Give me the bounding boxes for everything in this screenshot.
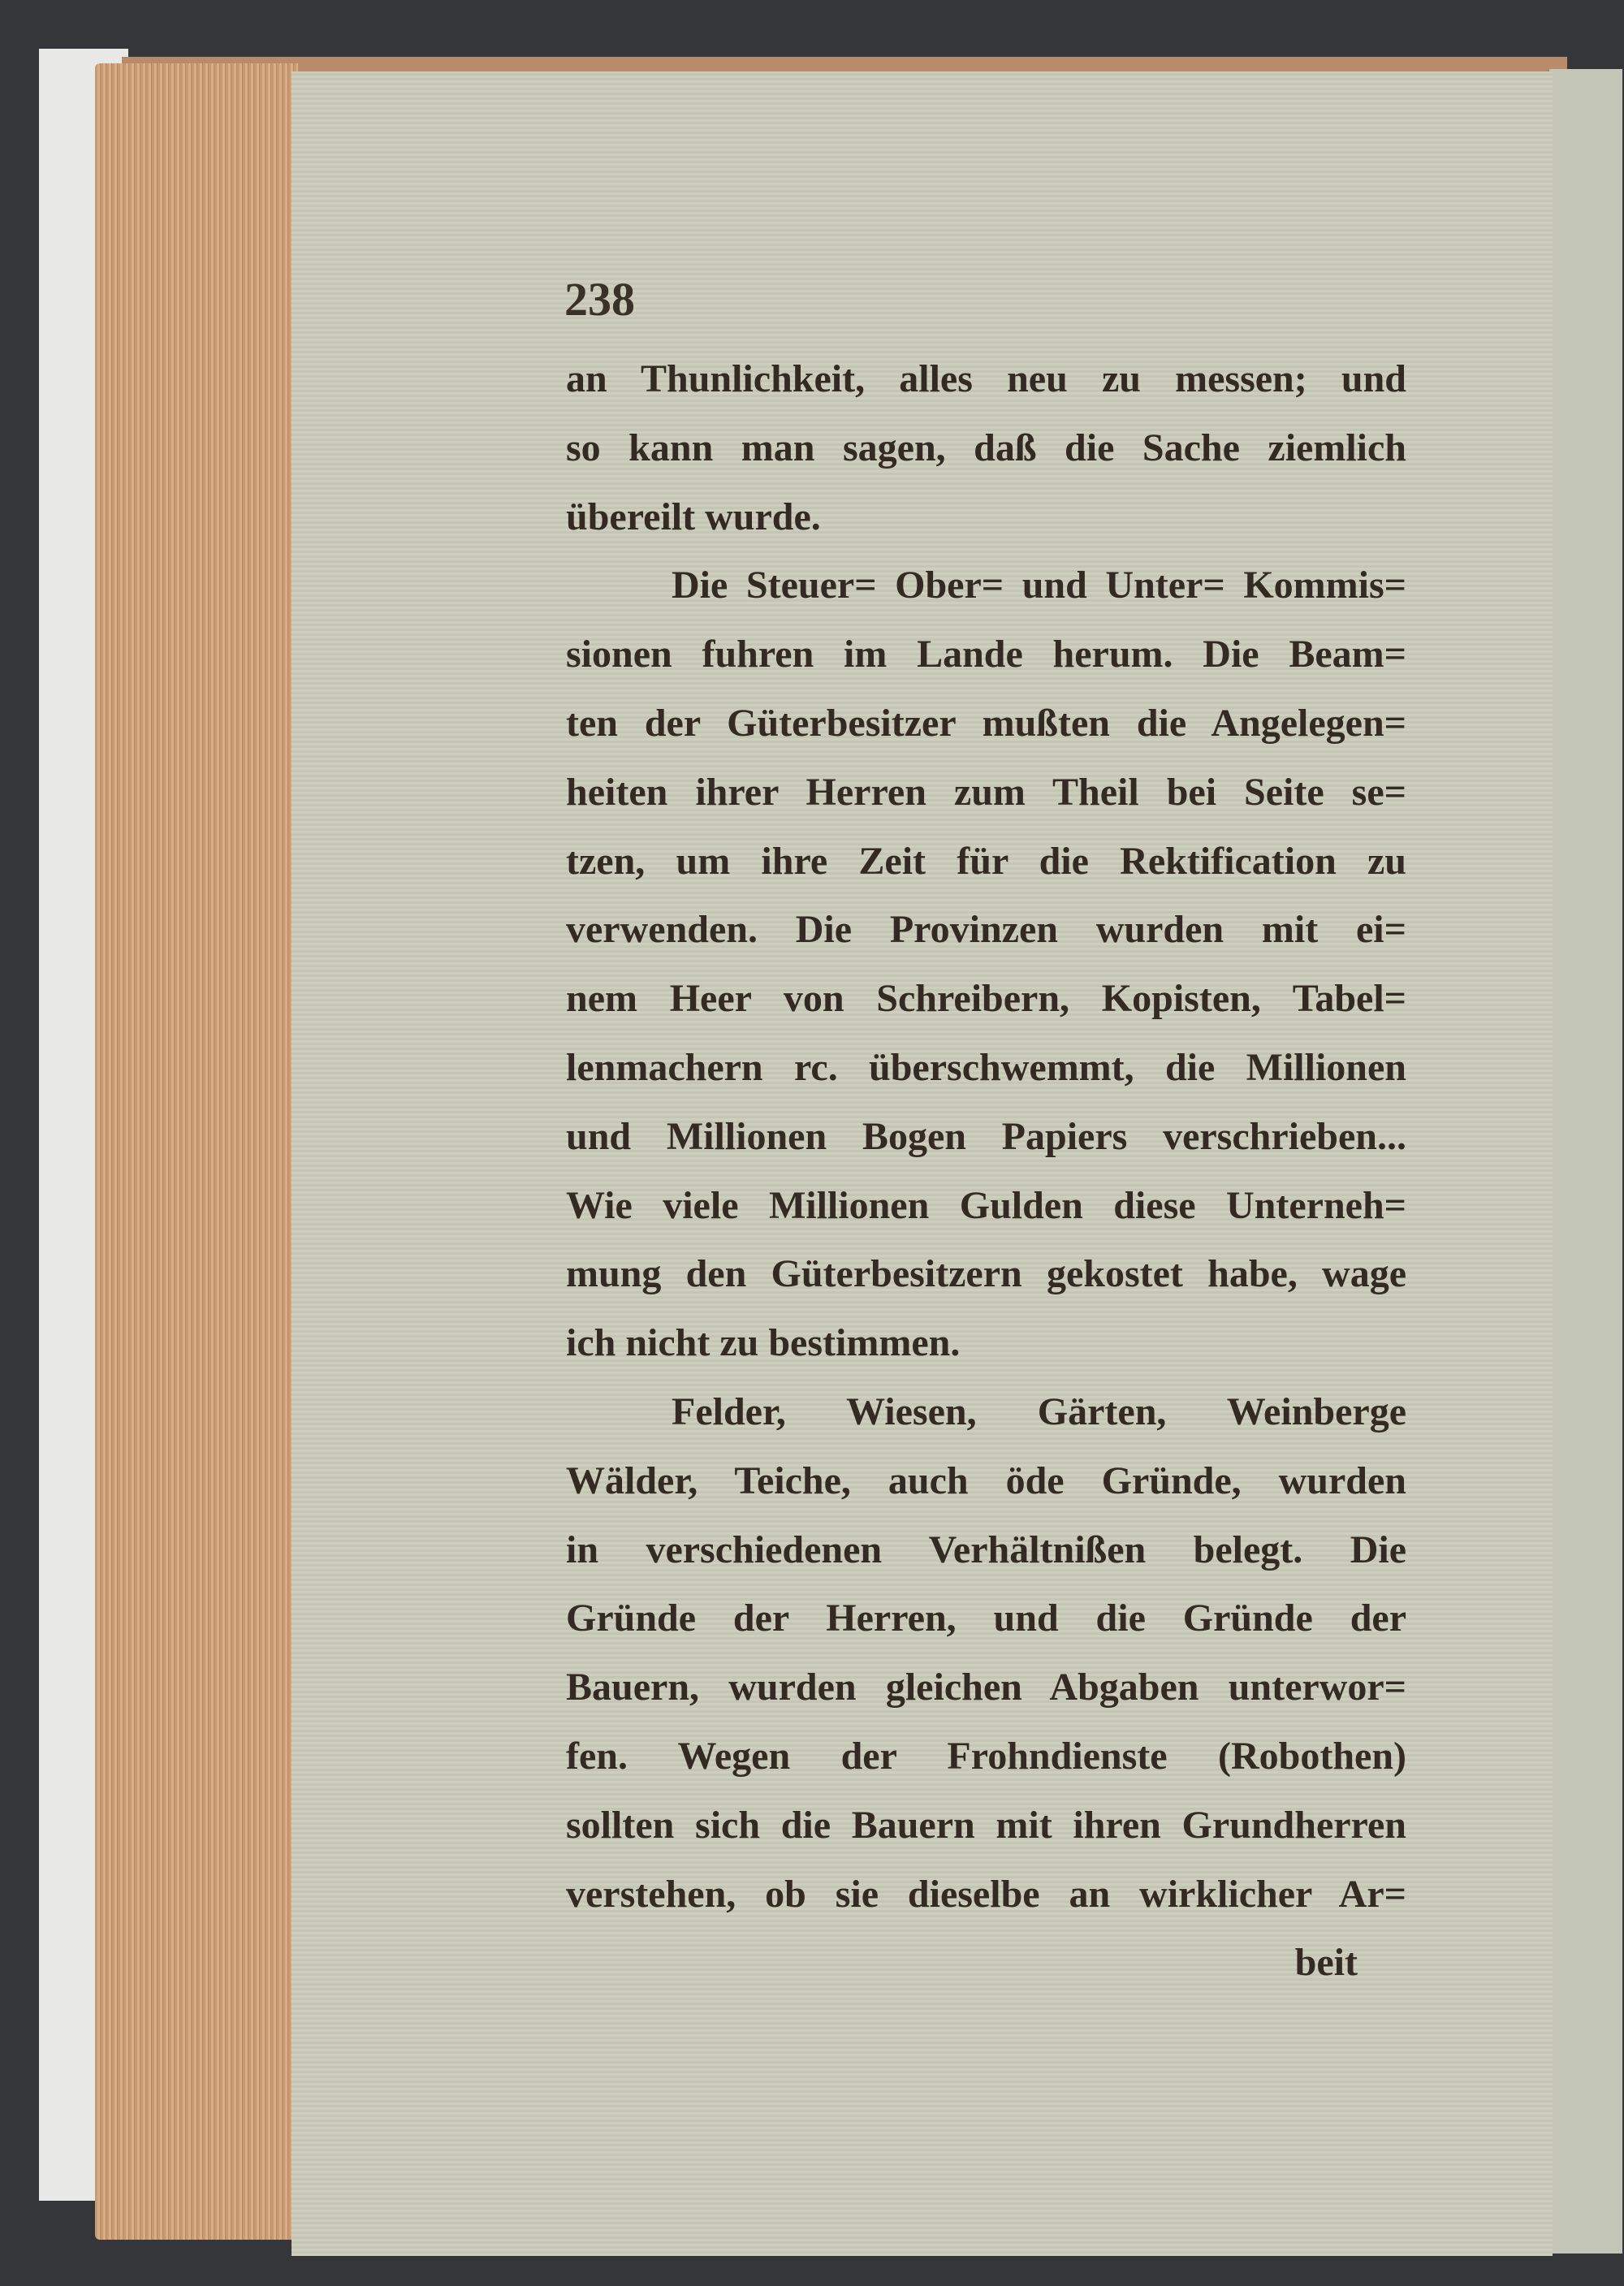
text-line-content: sollten sich die Bauern mit ihren Grundherren — [566, 1803, 1406, 1847]
text-line-content: Gründe der Herren, und die Gründe der — [566, 1597, 1406, 1640]
text-line-content: Bauern, wurden gleichen Abgaben unterwor= — [566, 1666, 1406, 1709]
text-line-content: lenmachern rc. überschwemmt, die Millionen — [566, 1046, 1406, 1089]
text-line — [566, 1872, 1406, 1941]
text-line — [672, 563, 1406, 632]
text-line — [566, 1665, 1406, 1734]
text-line-content: beit — [1294, 1941, 1358, 1985]
text-line-content: tzen, um ihre Zeit für die Rektification zu — [566, 839, 1406, 883]
text-line — [566, 839, 1406, 908]
facing-page — [1547, 69, 1622, 2254]
text-line — [566, 1045, 1406, 1114]
text-line — [566, 976, 1406, 1045]
text-line — [566, 426, 1406, 495]
catchword — [1218, 1940, 1358, 2009]
page-stack-edge — [95, 63, 298, 2240]
text-line-content: verstehen, ob sie dieselbe an wirklicher Ar= — [566, 1872, 1406, 1916]
text-line-content: ten der Güterbesitzer mußten die Angelegen= — [566, 702, 1406, 745]
text-line-content: sionen fuhren im Lande herum. Die Beam= — [566, 633, 1406, 676]
text-line-content: so kann man sagen, daß die Sache ziemlich — [566, 426, 1406, 469]
text-line-content: fen. Wegen der Frohndienste (Robothen) — [566, 1735, 1406, 1778]
text-line — [566, 1596, 1406, 1665]
text-line-content: in verschiedenen Verhältnißen belegt. Die — [566, 1528, 1406, 1571]
text-line-content: Wie viele Millionen Gulden diese Unterneh= — [566, 1183, 1406, 1227]
text-line-content: ich nicht zu bestimmen. — [566, 1321, 961, 1365]
text-line-content: an Thunlichkeit, alles neu zu messen; und — [566, 357, 1406, 400]
text-line-content: verwenden. Die Provinzen wurden mit ei= — [566, 908, 1406, 952]
page-number: 238 — [564, 273, 635, 326]
text-line — [566, 1734, 1406, 1803]
text-line — [566, 1114, 1406, 1183]
text-line-content: nem Heer von Schreibern, Kopisten, Tabel= — [566, 977, 1406, 1021]
text-line — [566, 770, 1406, 839]
text-line — [672, 1389, 1406, 1458]
text-line — [566, 1458, 1406, 1528]
text-line — [566, 1803, 1406, 1872]
text-line-content: Felder, Wiesen, Gärten, Weinberge — [672, 1390, 1406, 1433]
text-line — [566, 701, 1406, 770]
text-line-content: heiten ihrer Herren zum Theil bei Seite se= — [566, 770, 1406, 814]
text-line — [566, 1183, 1406, 1252]
text-line-content: übereilt wurde. — [566, 495, 821, 538]
text-line — [566, 1251, 1406, 1320]
text-line — [566, 357, 1406, 426]
text-line — [566, 632, 1406, 701]
text-line — [566, 1320, 1406, 1389]
text-line — [566, 907, 1406, 976]
text-line-content: Wälder, Teiche, auch öde Gründe, wurden — [566, 1458, 1406, 1502]
text-line-content: Die Steuer= Ober= und Unter= Kommis= — [672, 564, 1406, 607]
text-line — [566, 1528, 1406, 1597]
text-line-content: und Millionen Bogen Papiers verschrieben... — [566, 1114, 1406, 1158]
text-line — [566, 495, 1406, 564]
text-line-content: mung den Güterbesitzern gekostet habe, wage — [566, 1252, 1406, 1296]
